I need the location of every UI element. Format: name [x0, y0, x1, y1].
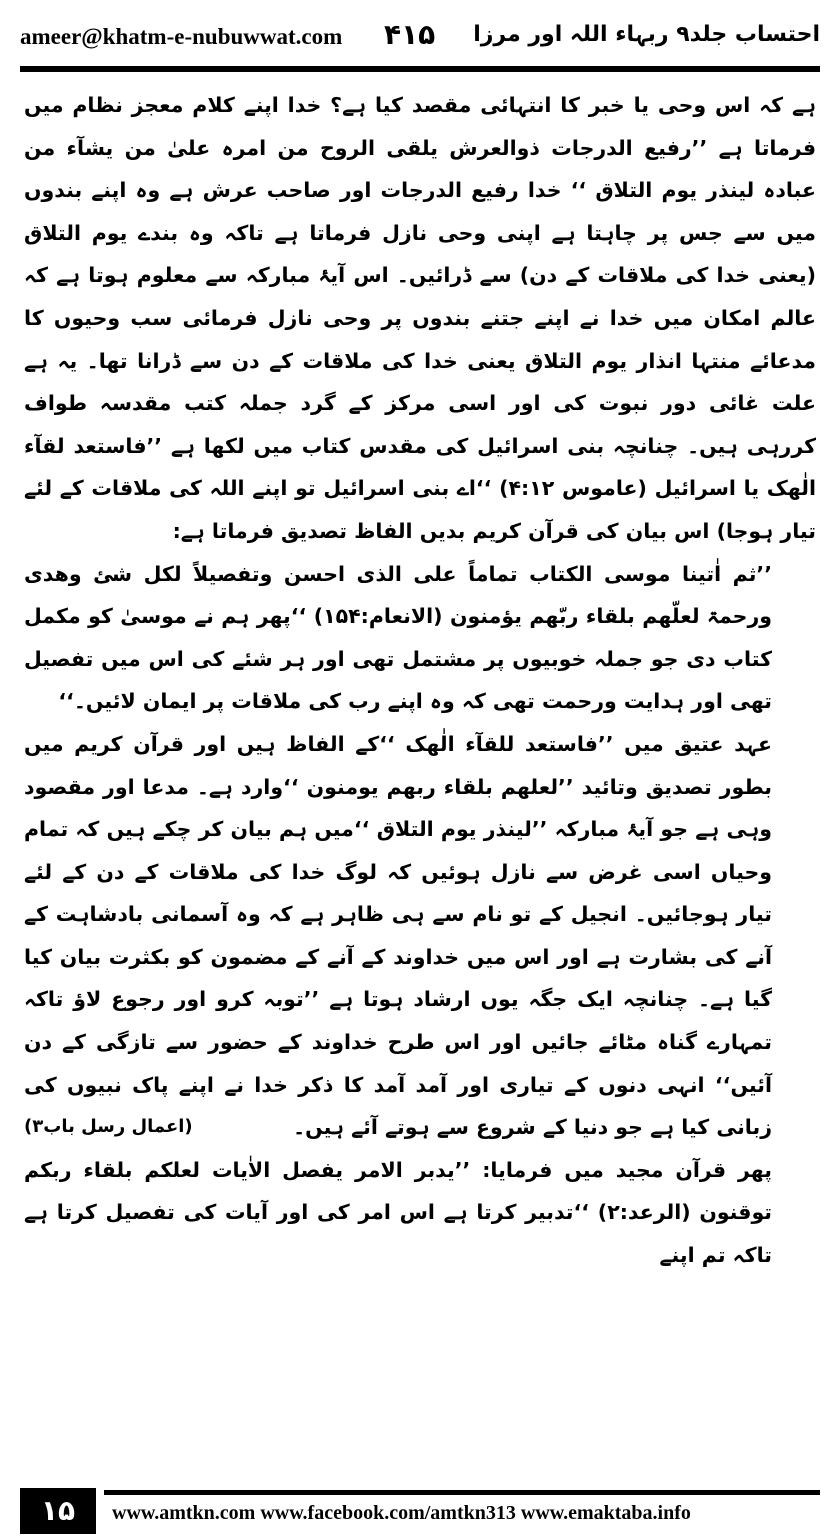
page-footer [20, 1488, 820, 1538]
reference-citation: (اعمال رسل باب۳) [24, 1116, 193, 1138]
paragraph-3 [24, 723, 816, 1149]
header-page-number: ۴۱۵ [384, 18, 436, 51]
footer-links[interactable]: www.amtkn.com www.facebook.com/amtkn313 www.emaktaba.info [112, 1502, 691, 1524]
paragraph-4: پھر قرآن مجید میں فرمایا: ’’یدبر الامر یفصل الاٰیات لعلکم بلقاء ربکم توقنون (الرعد:۲) ‘‘تدبیر کرتا ہے اس امر کی اور آیات کی تفصیل کرتا ہے تاکہ تم اپنے [24, 1157, 773, 1268]
paragraph-2: ’’ثم اٰتینا موسی الکتاب تماماً علی الذی احسن وتفصیلاً لکل شئ وھدی ورحمۃ لعلّھم بلقاء ربّھم یؤمنون (الانعام:۱۵۴) ‘‘پھر ہم نے موسیٰ کو مکمل کتاب دی جو جملہ خوبیوں پر مشتمل تھی اور ہر شئے کی اس میں تفصیل تھی اور ہدایت ورحمت تھی کہ وہ اپنے رب کی ملاقات پر ایمان لائیں۔‘‘ [24, 561, 773, 714]
paragraph-3-text: عہد عتیق میں ’’فاستعد للقآء الٰھک ‘‘کے الفاظ ہیں اور قرآن کریم میں بطور تصدیق وتائید ’’لعلھم بلقاء ربھم یومنون ‘‘وارد ہے۔ مدعا اور مقصود وہی ہے جو آیۂ مبارکہ ’’لینذر یوم التلاق ‘‘میں ہم بیان کر چکے ہیں کہ تمام وحیاں اسی غرض سے نازل ہوئیں کہ لوگ خدا کی ملاقات کے دن کے لئے تیار ہوجائیں۔ انجیل کے تو نام سے ہی ظاہر ہے کہ وہ آسمانی بادشاہت کے آنے کی بشارت ہے اور اس میں خداوند کے آنے کے مضمون کو بکثرت بیان کیا گیا ہے۔ چنانچہ ایک جگہ یوں ارشاد ہوتا ہے ’’توبہ کرو اور رجوع لاؤ تاکہ تمہارے گناہ مٹائے جائیں اور اس طرح خداوند کے حضور سے تازگی کے دن آئیں‘‘ انہی دنوں کے تیاری اور آمد آمد کا ذکر خدا نے اپنے پاک نبیوں کی زبانی کیا ہے جو دنیا کے شروع سے ہوتے آئے ہیں۔ [24, 731, 772, 1140]
folio-number: ۱۵ [20, 1488, 96, 1534]
page-header [20, 18, 820, 64]
running-title: احتساب جلد۹ ربہاء اللہ اور مرزا [473, 22, 820, 47]
paragraph-1: ہے کہ اس وحی یا خبر کا انتہائی مقصد کیا ہے؟ خدا اپنے کلام معجز نظام میں فرماتا ہے ’’رفیع الدرجات ذوالعرش یلقی الروح من امرہ علیٰ من یشآء من عبادہ لینذر یوم التلاق ‘‘ خدا رفیع الدرجات اور صاحب عرش ہے وہ اپنے بندوں میں سے جس پر چاہتا ہے اپنی وحی نازل فرماتا ہے تاکہ وہ بندے یوم التلاق (یعنی خدا کی ملاقات کے دن) سے ڈرائیں۔ اس آیۂ مبارکہ سے معلوم ہوتا ہے کہ عالم امکان میں خدا نے اپنے جتنے بندوں پر وحی نازل فرمائی سب وحیوں کا مدعائے منتہا انذار یوم التلاق یعنی خدا کی ملاقات کے دن سے ڈرانا تھا۔ یہ ہے علت غائی دور نبوت کی اور اسی مرکز کے گرد جملہ کتب مقدسہ طواف کررہی ہیں۔ چنانچہ بنی اسرائیل کی مقدس کتاب میں لکھا ہے ’’فاستعد لقآء الٰھک یا اسرائیل (عاموس ۴:۱۲) ‘‘اے بنی اسرائیل تو اپنے اللہ کی ملاقات کے لئے تیار ہوجا) اس بیان کی قرآن کریم بدیں الفاظ تصدیق فرماتا ہے: [24, 93, 816, 543]
body-text [24, 84, 816, 1464]
footer-rule [104, 1490, 820, 1495]
header-email[interactable]: ameer@khatm-e-nubuwwat.com [20, 24, 343, 49]
header-rule [20, 66, 820, 72]
